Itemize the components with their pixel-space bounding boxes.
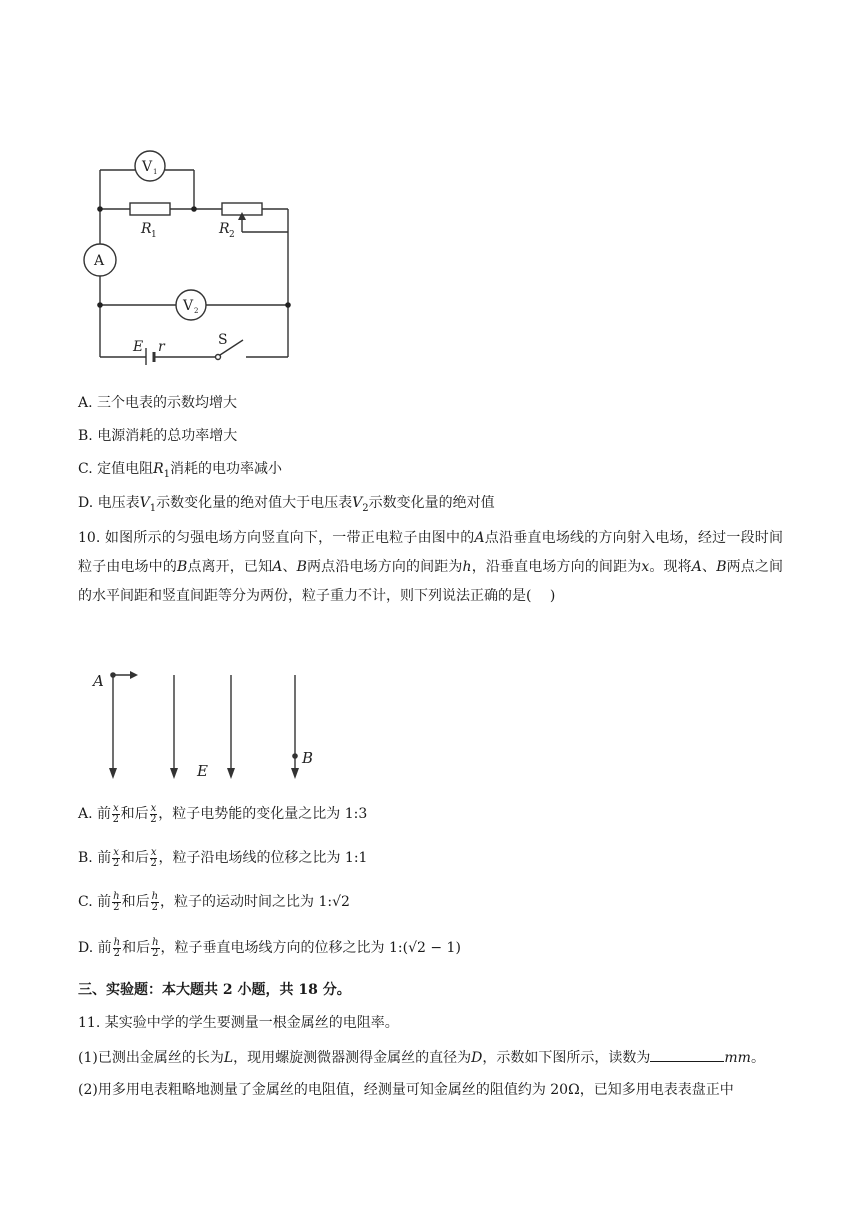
v2-sub: 2	[194, 307, 199, 315]
q10-stem-part: 两点之间的水平间距和竖直间距等分为两份，粒子重力不计，则下列说法正确的是( )	[78, 559, 784, 604]
q10-option-c	[78, 890, 350, 914]
circuit-diagram	[78, 150, 308, 365]
option-d-post: ，粒子垂直电场线方向的位移之比为 1:(√2 − 1)	[160, 940, 461, 956]
q10-stem-part: 两点沿电场方向的间距为	[306, 559, 463, 575]
q10-stem-point-b: B	[296, 559, 307, 575]
q11-unit: mm	[724, 1050, 751, 1066]
option-c-post: ，粒子的运动时间之比为 1:√2	[160, 894, 350, 910]
q9-option-d-var1: V	[139, 495, 150, 511]
q10-stem	[78, 524, 783, 611]
option-c-pre: C. 前	[78, 894, 112, 910]
q9-option-c	[78, 459, 282, 485]
q9-option-d-sub2: 2	[362, 502, 369, 514]
option-a-mid: 和后	[120, 806, 149, 822]
option-b-pre: B. 前	[78, 850, 112, 866]
q11-var-l: L	[223, 1050, 234, 1066]
q9-option-a	[78, 393, 237, 413]
q10-stem-point-a: A	[272, 559, 283, 575]
r2-label: R	[219, 221, 230, 237]
section-heading	[78, 980, 351, 1000]
q9-option-d-sub1: 1	[149, 502, 157, 514]
q10-stem-point-a: A	[691, 559, 702, 575]
q10-stem-point-b: B	[176, 559, 188, 575]
fraction: $\frac{h}{2}$	[113, 936, 121, 959]
fraction: $\frac{h}{2}$	[151, 890, 159, 913]
q9-option-b-text: B. 电源消耗的总功率增大	[78, 428, 238, 444]
q9-option-d-var2: V	[352, 495, 363, 511]
q9-option-d-mid: 示数变化量的绝对值大于电压表	[156, 495, 353, 511]
field-e-label: E	[197, 762, 208, 780]
q9-option-c-post: 消耗的电功率减小	[170, 461, 283, 477]
option-c-mid: 和后	[121, 894, 150, 910]
point-b-dot	[292, 753, 298, 759]
q10-stem-part: ，沿垂直电场方向的间距为	[471, 559, 642, 575]
q9-option-a-text: A. 三个电表的示数均增大	[78, 395, 238, 411]
q11-stem-text: 11. 某实验中学的学生要测量一根金属丝的电阻率。	[78, 1015, 399, 1031]
option-a-pre: A. 前	[78, 806, 112, 822]
q9-option-c-pre: C. 定值电阻	[78, 461, 154, 477]
q11-stem	[78, 1013, 399, 1033]
q11-var-d: D	[471, 1050, 483, 1066]
v2-label: V	[183, 298, 194, 314]
internal-resistance-label: r	[158, 339, 165, 355]
q10-stem-point-a: A	[474, 530, 485, 546]
q9-option-c-sub: 1	[163, 468, 171, 480]
q10-stem-part: 点沿垂直电场线的方向射入电场，经过一段时间粒子由电场中的	[78, 530, 784, 575]
fraction: $\frac{x}{2}$	[112, 802, 120, 825]
option-d-mid: 和后	[122, 940, 151, 956]
v1-sub: 1	[153, 168, 158, 176]
q10-option-b	[78, 846, 367, 870]
emf-label: E	[133, 339, 144, 355]
q9-option-c-var: R	[153, 461, 164, 477]
answer-blank[interactable]	[650, 1047, 724, 1062]
point-a-dot	[110, 672, 116, 678]
electric-field-diagram	[88, 665, 328, 790]
switch-label: S	[218, 332, 228, 348]
q10-option-d	[78, 936, 461, 960]
option-d-pre: D. 前	[78, 940, 112, 956]
option-b-mid: 和后	[120, 850, 149, 866]
fraction: $\frac{x}{2}$	[112, 846, 120, 869]
q10-stem-part: 、	[701, 559, 717, 575]
r2-sub: 2	[229, 230, 235, 240]
ammeter-label: A	[94, 253, 105, 269]
q10-stem-part: 10. 如图所示的匀强电场方向竖直向下，一带正电粒子由图中的	[78, 530, 475, 546]
q11-part1-pre: (1)已测出金属丝的长为	[78, 1050, 224, 1066]
q9-option-d-post: 示数变化量的绝对值	[368, 495, 495, 511]
r1-sub: 1	[151, 230, 157, 240]
fraction: $\frac{x}{2}$	[150, 802, 157, 825]
fraction: $\frac{h}{2}$	[152, 936, 159, 959]
slider-arrow-icon	[238, 212, 246, 220]
v1-label: V	[142, 159, 153, 175]
r1-label: R	[141, 221, 152, 237]
q11-part2-text: (2)用多用电表粗略地测量了金属丝的电阻值，经测量可知金属丝的阻值约为 20Ω，已知多用电表表盘正中	[78, 1082, 734, 1098]
fraction: $\frac{h}{2}$	[113, 890, 120, 913]
q10-stem-part: 点离开，已知	[187, 559, 273, 575]
q11-part1	[78, 1047, 765, 1068]
q11-part1-mid: ，现用螺旋测微器测得金属丝的直径为	[233, 1050, 472, 1066]
option-a-post: ，粒子电势能的变化量之比为 1:3	[158, 806, 368, 822]
q10-stem-var-x: x	[641, 559, 650, 575]
q11-part1-end: 。	[750, 1050, 765, 1066]
q11-part1-post: ，示数如下图所示，读数为	[482, 1050, 651, 1066]
q10-stem-part: 。现将	[649, 559, 692, 575]
section-heading-text: 三、实验题：本大题共 2 小题，共 18 分。	[78, 982, 351, 998]
q9-option-b	[78, 426, 237, 446]
q9-option-d	[78, 493, 495, 519]
q10-option-a	[78, 802, 367, 826]
point-a-label: A	[93, 672, 104, 690]
q10-stem-point-b: B	[716, 559, 727, 575]
q10-stem-part: 、	[282, 559, 297, 575]
q10-stem-var-h: h	[462, 559, 472, 575]
resistor-r1	[130, 203, 170, 215]
q9-option-d-pre: D. 电压表	[78, 495, 140, 511]
fraction: $\frac{x}{2}$	[150, 846, 157, 869]
option-b-post: ，粒子沿电场线的位移之比为 1:1	[158, 850, 368, 866]
q11-part2	[78, 1080, 734, 1100]
point-b-label: B	[302, 749, 314, 767]
